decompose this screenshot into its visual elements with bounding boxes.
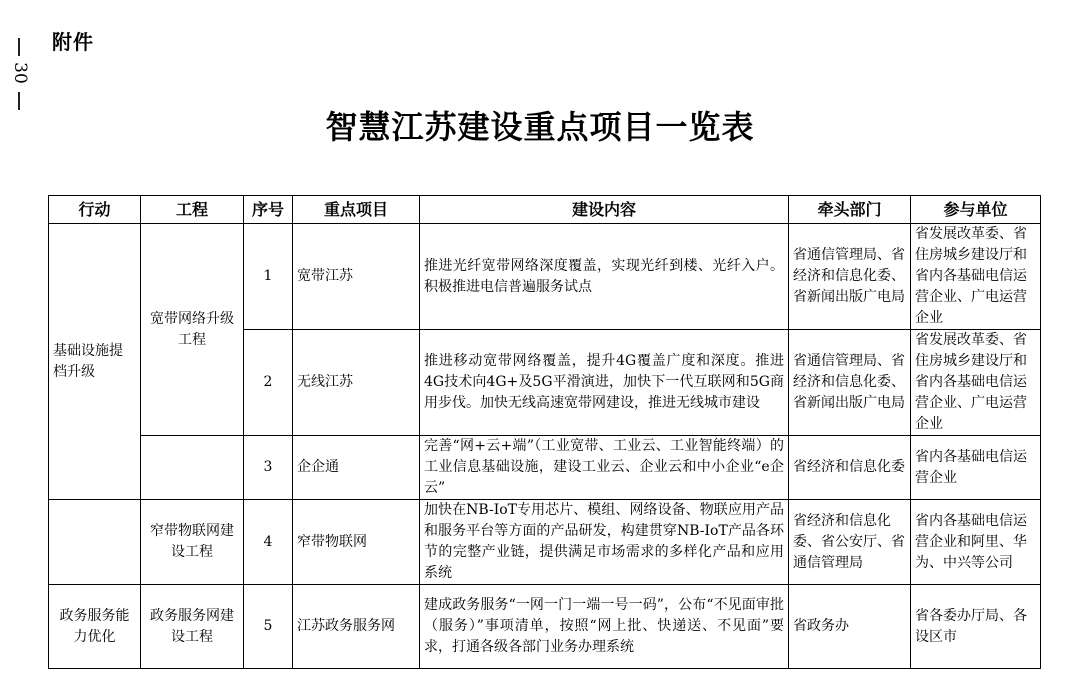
header-project: 工程 [141, 196, 244, 224]
header-partners: 参与单位 [911, 196, 1041, 224]
project-cell: 政务服务网建设工程 [141, 585, 244, 669]
content-cell: 推进光纤宽带网络深度覆盖，实现光纤到楼、光纤入户。积极推进电信普遍服务试点 [420, 224, 789, 330]
table-row [49, 585, 1041, 669]
number-cell: 5 [244, 585, 293, 669]
action-cell: 基础设施提档升级 [49, 224, 141, 500]
lead-dept-cell: 省经济和信息化委 [789, 436, 911, 500]
content-cell: 完善“网+云+端”（工业宽带、工业云、工业智能终端）的工业信息基础设施，建设工业云、企业云和中小企业“e企云” [420, 436, 789, 500]
project-cell: 窄带物联网建设工程 [141, 500, 244, 585]
partners-cell: 省内各基础电信运营企业 [911, 436, 1041, 500]
key-item-cell: 江苏政务服务网 [293, 585, 420, 669]
document-title: 智慧江苏建设重点项目一览表 [325, 108, 755, 146]
table-row [49, 500, 1041, 585]
number-cell: 3 [244, 436, 293, 500]
page-number-dash-top [18, 38, 20, 56]
content-cell: 建成政务服务“一网一门一端一号一码”，公布“不见面审批（服务）”事项清单，按照“网上批、快递送、不见面”要求，打通各级各部门业务办理系统 [420, 585, 789, 669]
partners-cell: 省内各基础电信运营企业和阿里、华为、中兴等公司 [911, 500, 1041, 585]
action-cell: 政务服务能力优化 [49, 585, 141, 669]
lead-dept-cell: 省政务办 [789, 585, 911, 669]
header-key-item: 重点项目 [293, 196, 420, 224]
project-cell-empty [141, 436, 244, 500]
project-cell: 宽带网络升级工程 [141, 224, 244, 436]
partners-cell: 省各委办厅局、各设区市 [911, 585, 1041, 669]
header-action: 行动 [49, 196, 141, 224]
number-cell: 4 [244, 500, 293, 585]
page-number: 30 [10, 62, 30, 84]
number-cell: 2 [244, 330, 293, 436]
content-cell: 加快在NB-IoT专用芯片、模组、网络设备、物联应用产品和服务平台等方面的产品研发，构建贯穿NB-IoT产品各环节的完整产业链，提供满足市场需求的多样化产品和应用系统 [420, 500, 789, 585]
header-row [49, 196, 1041, 224]
partners-cell: 省发展改革委、省住房城乡建设厅和省内各基础电信运营企业、广电运营企业 [911, 330, 1041, 436]
table-row [49, 224, 1041, 330]
action-cell-empty [49, 500, 141, 585]
header-lead-dept: 牵头部门 [789, 196, 911, 224]
header-number: 序号 [244, 196, 293, 224]
table-row [49, 436, 1041, 500]
key-item-cell: 窄带物联网 [293, 500, 420, 585]
attachment-label: 附件 [52, 30, 94, 54]
key-item-cell: 无线江苏 [293, 330, 420, 436]
key-item-cell: 企企通 [293, 436, 420, 500]
header-content: 建设内容 [420, 196, 789, 224]
lead-dept-cell: 省经济和信息化委、省公安厅、省通信管理局 [789, 500, 911, 585]
project-table [48, 195, 1041, 669]
lead-dept-cell: 省通信管理局、省经济和信息化委、省新闻出版广电局 [789, 224, 911, 330]
content-cell: 推进移动宽带网络覆盖，提升4G覆盖广度和深度。推进4G技术向4G+及5G平滑演进，加快下一代互联网和5G商用步伐。加快无线高速宽带网建设，推进无线城市建设 [420, 330, 789, 436]
key-item-cell: 宽带江苏 [293, 224, 420, 330]
lead-dept-cell: 省通信管理局、省经济和信息化委、省新闻出版广电局 [789, 330, 911, 436]
partners-cell: 省发展改革委、省住房城乡建设厅和省内各基础电信运营企业、广电运营企业 [911, 224, 1041, 330]
number-cell: 1 [244, 224, 293, 330]
